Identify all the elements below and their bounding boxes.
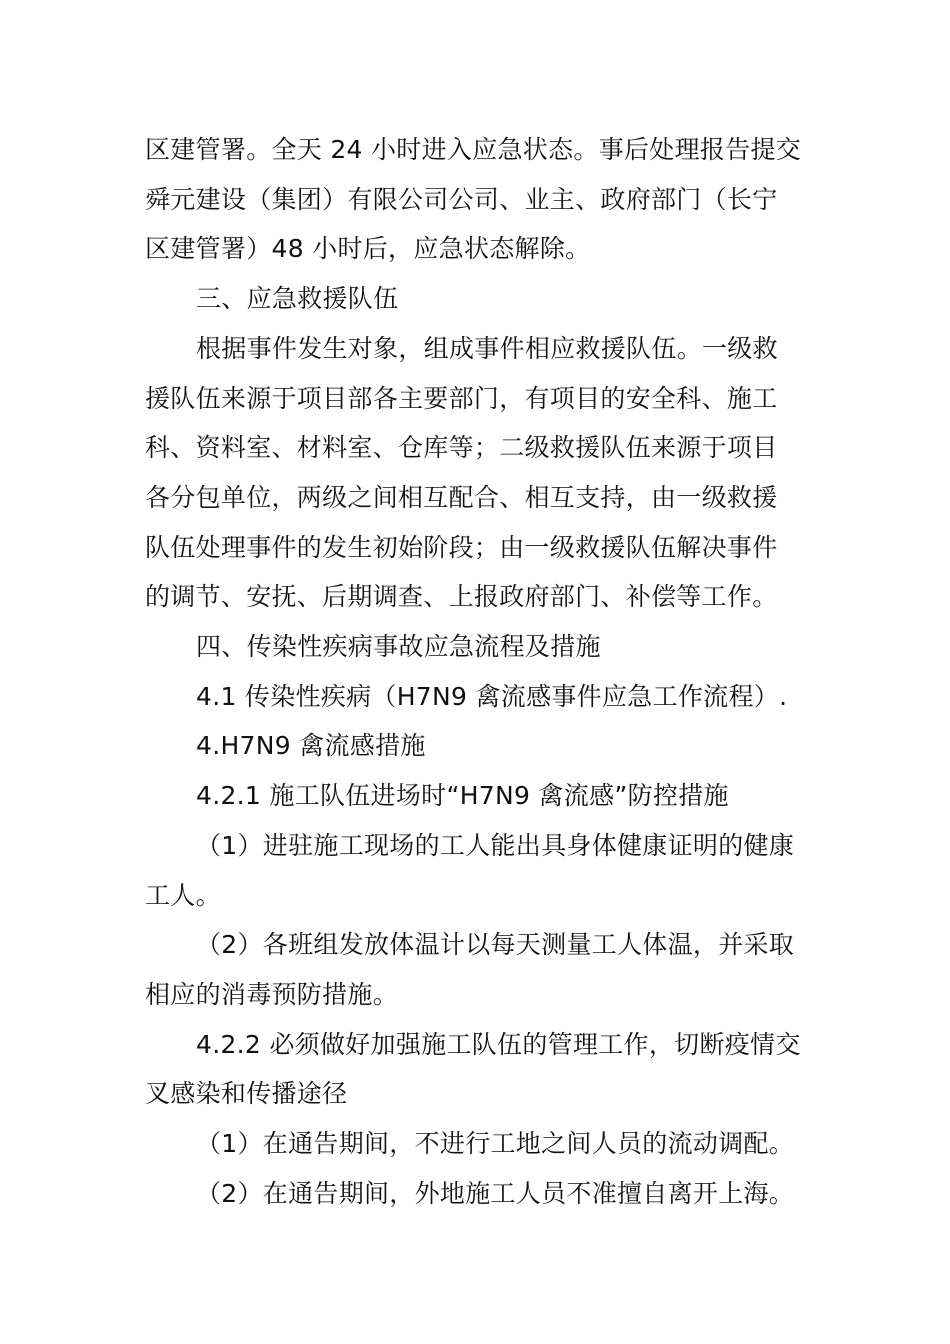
text-line: 科、资料室、材料室、仓库等；二级救援队伍来源于项目 — [145, 433, 778, 462]
text-line: （2）各班组发放体温计以每天测量工人体温，并采取 — [196, 930, 795, 959]
text-line: 舜元建设（集团）有限公司公司、业主、政府部门（长宁 — [145, 185, 778, 214]
text-line: （2）在通告期间，外地施工人员不准擅自离开上海。 — [196, 1179, 795, 1208]
text-line: 相应的消毒预防措施。 — [145, 980, 399, 1009]
text-line: 根据事件发生对象，组成事件相应救援队伍。一级救 — [196, 334, 778, 363]
text-line: 各分包单位，两级之间相互配合、相互支持，由一级救援 — [145, 483, 778, 512]
text-line: （1）在通告期间，不进行工地之间人员的流动调配。 — [196, 1129, 795, 1158]
text-line: 队伍处理事件的发生初始阶段；由一级救援队伍解决事件 — [145, 533, 778, 562]
text-line: 四、传染性疾病事故应急流程及措施 — [196, 632, 601, 661]
text-line: 工人。 — [145, 881, 221, 910]
text-line: 的调节、安抚、后期调查、上报政府部门、补偿等工作。 — [145, 582, 778, 611]
text-line: 4.H7N9 禽流感措施 — [196, 731, 426, 760]
text-line: （1）进驻施工现场的工人能出具身体健康证明的健康 — [196, 831, 795, 860]
text-line: 叉感染和传播途径 — [145, 1079, 348, 1108]
text-line: 三、应急救援队伍 — [196, 284, 399, 313]
text-line: 4.2.1 施工队伍进场时“H7N9 禽流感”防控措施 — [196, 781, 729, 810]
text-line: 区建管署。全天 24 小时进入应急状态。事后处理报告提交 — [145, 135, 802, 164]
text-line: 区建管署）48 小时后，应急状态解除。 — [145, 234, 591, 263]
text-line: 援队伍来源于项目部各主要部门，有项目的安全科、施工 — [145, 384, 778, 413]
text-line: 4.1 传染性疾病（H7N9 禽流感事件应急工作流程）. — [196, 682, 788, 711]
text-line: 4.2.2 必须做好加强施工队伍的管理工作，切断疫情交 — [196, 1030, 801, 1059]
